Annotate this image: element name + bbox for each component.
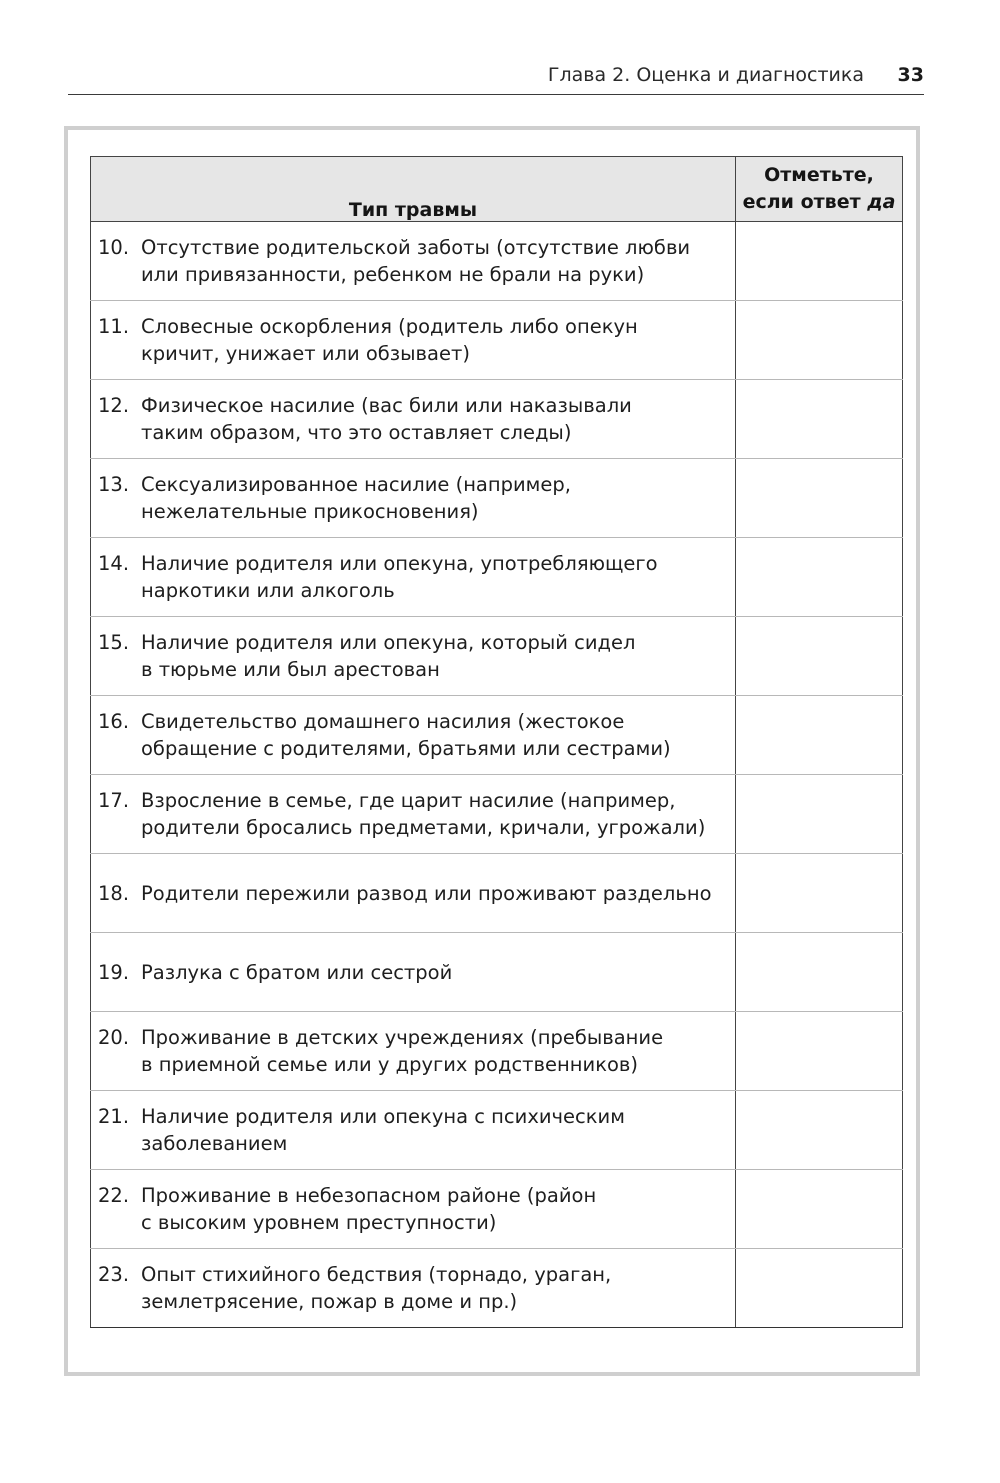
column-header-check-line2: если ответ	[742, 191, 868, 213]
trauma-type-cell	[91, 222, 736, 301]
item-text-line: родители бросались предметами, кричали, угрожали)	[141, 816, 706, 839]
item-text-line: заболеванием	[141, 1132, 288, 1155]
item-text-line: Взросление в семье, где царит насилие (например,	[141, 789, 676, 812]
item-text-line: Родители пережили развод или проживают раздельно	[141, 881, 712, 905]
item-text	[141, 1103, 735, 1157]
item-text-line: Словесные оскорбления (родитель либо опекун	[141, 315, 638, 338]
table-row	[91, 617, 903, 696]
trauma-item	[91, 1024, 735, 1078]
table-row	[91, 1249, 903, 1328]
item-number: 23.	[98, 1263, 130, 1286]
check-cell[interactable]	[736, 1091, 903, 1170]
trauma-type-cell	[91, 854, 736, 933]
item-text-line: наркотики или алкоголь	[141, 579, 395, 602]
item-number: 18.	[98, 881, 130, 905]
item-text	[141, 1182, 735, 1236]
trauma-type-cell	[91, 380, 736, 459]
item-text-line: Наличие родителя или опекуна, употребляющего	[141, 552, 658, 575]
item-number: 12.	[98, 394, 130, 417]
check-cell[interactable]	[736, 775, 903, 854]
item-text-line: нежелательные прикосновения)	[141, 500, 479, 523]
item-number: 21.	[98, 1105, 130, 1128]
trauma-type-cell	[91, 933, 736, 1012]
trauma-item	[91, 1103, 735, 1157]
check-cell[interactable]	[736, 459, 903, 538]
column-header-check-emphasis: да	[867, 191, 896, 213]
item-text-line: Проживание в небезопасном районе (район	[141, 1184, 597, 1207]
check-cell[interactable]	[736, 380, 903, 459]
item-text	[141, 959, 735, 986]
trauma-type-cell	[91, 1091, 736, 1170]
table-row	[91, 1012, 903, 1091]
item-text	[141, 708, 735, 762]
item-number: 16.	[98, 710, 130, 733]
trauma-item	[91, 1261, 735, 1315]
item-text-line: кричит, унижает или обзывает)	[141, 342, 470, 365]
trauma-type-cell	[91, 775, 736, 854]
item-text	[141, 550, 735, 604]
item-number: 13.	[98, 473, 130, 496]
table-row	[91, 1170, 903, 1249]
trauma-type-cell	[91, 1012, 736, 1091]
table-header-row	[91, 157, 903, 222]
trauma-item	[91, 880, 735, 907]
item-text-line: обращение с родителями, братьями или сестрами)	[141, 737, 671, 760]
item-text-line: Свидетельство домашнего насилия (жестокое	[141, 710, 625, 733]
table-row	[91, 538, 903, 617]
item-text-line: в приемной семье или у других родственников)	[141, 1053, 639, 1076]
trauma-type-cell	[91, 1249, 736, 1328]
check-cell[interactable]	[736, 301, 903, 380]
trauma-item	[91, 550, 735, 604]
table-row	[91, 696, 903, 775]
item-text	[141, 1261, 735, 1315]
trauma-type-cell	[91, 459, 736, 538]
item-text	[141, 787, 735, 841]
column-header-check	[736, 157, 903, 222]
check-cell[interactable]	[736, 222, 903, 301]
trauma-item	[91, 629, 735, 683]
trauma-type-cell	[91, 538, 736, 617]
item-number: 11.	[98, 315, 130, 338]
check-cell[interactable]	[736, 617, 903, 696]
check-cell[interactable]	[736, 1012, 903, 1091]
item-text-line: с высоким уровнем преступности)	[141, 1211, 497, 1234]
item-text-line: таким образом, что это оставляет следы)	[141, 421, 572, 444]
check-cell[interactable]	[736, 933, 903, 1012]
trauma-item	[91, 959, 735, 986]
item-text-line: в тюрьме или был арестован	[141, 658, 440, 681]
trauma-item	[91, 313, 735, 367]
item-text-line: или привязанности, ребенком не брали на руки)	[141, 263, 645, 286]
item-number: 20.	[98, 1026, 130, 1049]
item-text-line: Сексуализированное насилие (например,	[141, 473, 571, 496]
check-cell[interactable]	[736, 854, 903, 933]
table-body	[91, 222, 903, 1328]
item-text	[141, 880, 735, 907]
column-header-check-line1: Отметьте,	[764, 164, 874, 186]
table-row	[91, 459, 903, 538]
column-header-trauma-type: Тип травмы	[91, 157, 736, 222]
trauma-item	[91, 234, 735, 288]
item-text	[141, 1024, 735, 1078]
item-number: 17.	[98, 789, 130, 812]
table-row	[91, 301, 903, 380]
check-cell[interactable]	[736, 696, 903, 775]
item-text	[141, 471, 735, 525]
item-number: 19.	[98, 960, 130, 984]
table-row	[91, 854, 903, 933]
trauma-type-cell	[91, 1170, 736, 1249]
trauma-type-cell	[91, 301, 736, 380]
check-cell[interactable]	[736, 538, 903, 617]
page-number: 33	[897, 64, 924, 86]
item-text	[141, 629, 735, 683]
trauma-item	[91, 708, 735, 762]
chapter-title: Глава 2. Оценка и диагностика	[547, 64, 864, 86]
item-text-line: Отсутствие родительской заботы (отсутствие любви	[141, 236, 691, 259]
item-number: 22.	[98, 1184, 130, 1207]
table-row	[91, 380, 903, 459]
item-text	[141, 234, 735, 288]
item-text-line: Проживание в детских учреждениях (пребывание	[141, 1026, 664, 1049]
trauma-checklist-table	[90, 156, 903, 1328]
trauma-item	[91, 787, 735, 841]
item-text-line: Физическое насилие (вас били или наказывали	[141, 394, 632, 417]
item-text-line: Наличие родителя или опекуна, который сидел	[141, 631, 636, 654]
item-text	[141, 313, 735, 367]
table-row	[91, 222, 903, 301]
table-row	[91, 933, 903, 1012]
trauma-item	[91, 392, 735, 446]
table-row	[91, 775, 903, 854]
trauma-item	[91, 471, 735, 525]
item-text-line: землетрясение, пожар в доме и пр.)	[141, 1290, 518, 1313]
item-number: 14.	[98, 552, 130, 575]
running-head	[68, 62, 924, 95]
item-number: 15.	[98, 631, 130, 654]
item-text	[141, 392, 735, 446]
trauma-item	[91, 1182, 735, 1236]
check-cell[interactable]	[736, 1170, 903, 1249]
trauma-type-cell	[91, 617, 736, 696]
item-text-line: Наличие родителя или опекуна с психическим	[141, 1105, 625, 1128]
item-text-line: Разлука с братом или сестрой	[141, 960, 453, 984]
item-number: 10.	[98, 236, 130, 259]
table-row	[91, 1091, 903, 1170]
check-cell[interactable]	[736, 1249, 903, 1328]
trauma-type-cell	[91, 696, 736, 775]
item-text-line: Опыт стихийного бедствия (торнадо, ураган,	[141, 1263, 612, 1286]
